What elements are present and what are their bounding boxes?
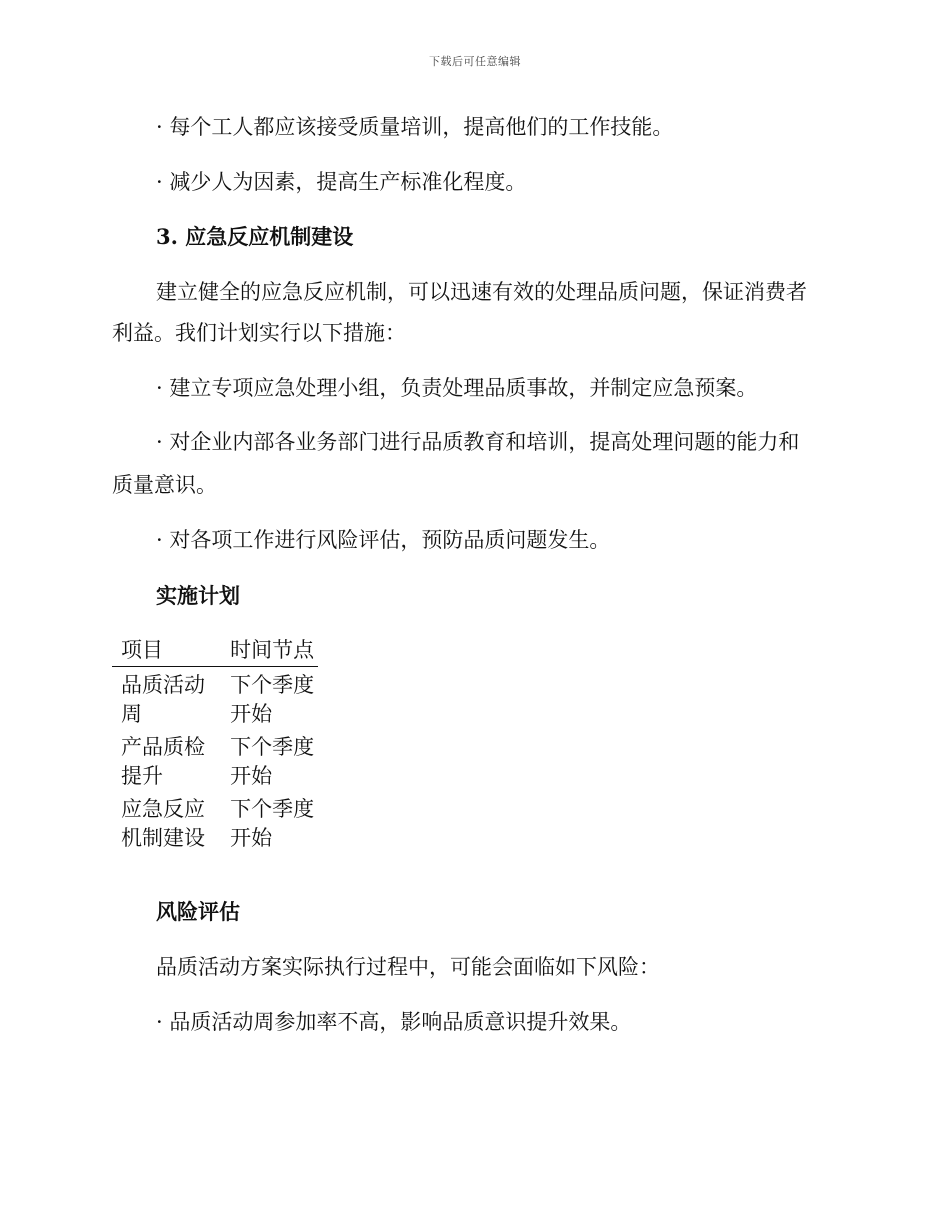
table-header-time: 时间节点 <box>221 636 318 667</box>
table-cell-item: 品质活动周 <box>121 673 205 726</box>
bullet-quality-education-line2: 质量意识。 <box>112 473 217 497</box>
bullet-quality-education-line1: · 对企业内部各业务部门进行品质教育和培训，提高处理问题的能力和 <box>156 430 800 454</box>
section-heading-risk-assessment: 风险评估 <box>156 899 240 924</box>
bullet-emergency-team: · 建立专项应急处理小组，负责处理品质事故，并制定应急预案。 <box>156 376 758 400</box>
table-cell-item: 应急反应机制建设 <box>121 797 205 850</box>
table-row <box>112 729 318 791</box>
implementation-plan-table-container <box>112 636 318 853</box>
paragraph-emergency-intro-line1: 建立健全的应急反应机制，可以迅速有效的处理品质问题，保证消费者 <box>156 280 807 304</box>
table-cell-item: 产品质检提升 <box>121 735 205 788</box>
bullet-quality-training: · 每个工人都应该接受质量培训，提高他们的工作技能。 <box>156 115 674 139</box>
table-cell-time: 下个季度开始 <box>230 735 315 788</box>
table-header-item: 项目 <box>112 636 221 667</box>
paragraph-risk-intro: 品质活动方案实际执行过程中，可能会面临如下风险： <box>156 955 660 979</box>
paragraph-emergency-intro-line2: 利益。我们计划实行以下措施： <box>112 321 406 345</box>
section-heading-implementation-plan: 实施计划 <box>156 583 240 608</box>
section-heading-emergency-response: 3. 应急反应机制建设 <box>156 224 354 249</box>
bullet-participation-risk: · 品质活动周参加率不高，影响品质意识提升效果。 <box>156 1010 632 1034</box>
page-header-note: 下载后可任意编辑 <box>429 55 521 68</box>
table-row <box>112 791 318 853</box>
table-cell-time: 下个季度开始 <box>230 673 315 726</box>
table-cell-time: 下个季度开始 <box>230 797 315 850</box>
bullet-reduce-human-factors: · 减少人为因素，提高生产标准化程度。 <box>156 170 527 194</box>
implementation-plan-table <box>112 636 318 853</box>
table-row <box>112 667 318 730</box>
bullet-risk-assessment: · 对各项工作进行风险评估，预防品质问题发生。 <box>156 528 611 552</box>
table-header-row <box>112 636 318 667</box>
